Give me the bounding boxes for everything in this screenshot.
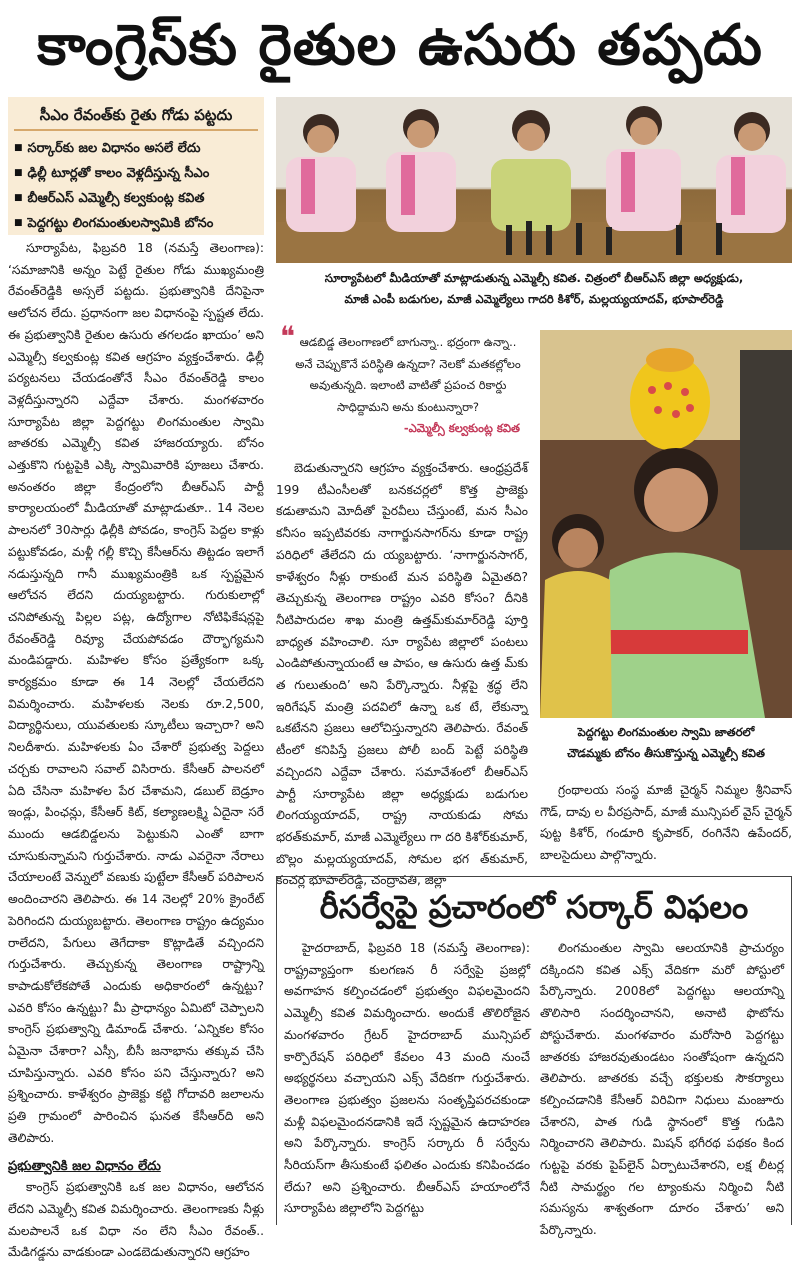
caption-line: పెద్దగట్టు లింగమంతుల స్వామి జాతరలో: [577, 725, 755, 739]
highlight-item: ■ ఢిల్లీ టూర్లతో కాలం వెళ్లదీస్తున్న సీఎం: [14, 162, 258, 187]
highlights-box: [8, 97, 264, 235]
bonam-photo: [540, 330, 792, 718]
press-meet-photo: [276, 97, 792, 263]
article-column-3: [540, 780, 792, 872]
caption-line: చౌడమ్మకు బోనం తీసుకొస్తున్న ఎమ్మెల్సీ కవిత: [567, 746, 765, 760]
pull-quote: [280, 320, 526, 446]
press-meet-illustration: [276, 97, 792, 263]
second-article-headline: రీసర్వేపై ప్రచారంలో సర్కార్ విఫలం: [319, 888, 749, 926]
caption-line: మాజీ ఎంపీ బడుగుల, మాజీ ఎమ్మెల్యేలు గాదరి కిశోర్, మల్లయ్యయాదవ్, భూపాల్‌రెడ్డి: [344, 292, 724, 306]
second-article-column-1: [284, 938, 530, 1225]
highlight-item: ■ పెద్దగట్టు లింగమంతులస్వామికి బోనం: [14, 212, 258, 237]
article-subhead: ప్రభుత్వానికి జల విధానం లేదు: [8, 1158, 161, 1174]
article-column-2: [276, 458, 528, 888]
article-paragraph: గ్రంథాలయ సంస్థ మాజీ చైర్మన్ నిమ్మల శ్రీనివాస్ గౌడ్, దావు ల వీరప్రసాద్, మాజీ మున్సిపల్ వైస్ చైర్మన్ పుట్ట కిశోర్, గండూరి కృపాకర్, రంగినేని ఉపేందర్, బాలసైదులు పాల్గొన్నారు.: [540, 783, 792, 863]
second-article-column-2: [540, 938, 784, 1238]
article-paragraph: హైదరాబాద్, ఫిబ్రవరి 18 (నమస్తే తెలంగాణ): రాష్ట్రవ్యాప్తంగా కులగణన రీ సర్వేపై ప్రజల్లో అవగాహన కల్పించడంలో ప్రభుత్వం విఫలమైందని ఎమ్మెల్సీ కవిత విమర్శించారు. అందుకే తొలిరోజైన మంగళవారం గ్రేటర్ హైదరాబాద్ మున్సిపల్ కార్పొరేషన్ పరిధిలో కేవలం 43 మంది నుంచే అభ్యర్థనలు వచ్చాయని ఎక్స్ వేదికగా గుర్తుచేశారు. తెలంగాణ ప్రభుత్వం ప్రజలను సంతృప్తిపరచకుండా మళ్లీ విఫలమైందనడానికి ఇదే స్పష్టమైన ఉదాహరణ అని పేర్కొన్నారు. కాంగ్రెస్ సర్కారు రీ సర్వేను సీరియస్‌గా తీసుకుంటే ఫలితం ఎందుకు కనిపించడం లేదు? అని ప్రశ్నించారు. బీఆర్‌ఎస్ హయాంలోనే సూర్యాపేట జిల్లాలోని పెద్దగట్టు: [284, 941, 530, 1216]
quote-author: -ఎమ్మెల్సీ కల్వకుంట్ల కవిత: [403, 421, 520, 435]
article-paragraph: కాంగ్రెస్ ప్రభుత్వానికి ఒక జల విధానం, ఆలోచన లేదని ఎమ్మెల్సీ కవిత విమర్శించారు. తెలంగాణకు నీళ్లు మలపాలనే ఒక విధా నం లేని సీఎం రేవంత్.. మేడిగడ్డను వాడకుండా ఎండబెడుతున్నారని ఆగ్రహం: [8, 1180, 264, 1260]
bonam-caption: [540, 722, 792, 766]
article-paragraph: బెడుతున్నారని ఆగ్రహం వ్యక్తంచేశారు. ఆంధ్రప్రదేశ్ 199 టీఎంసీలతో బనకచర్లలో కొత్త ప్రాజెక్టు కడుతామని మోదీతో పైరవీలు చేస్తుంటే, మన సీఎం కనీసం ఇప్పటివరకు నాగార్జునసాగర్‌ను కూడా రాష్ట్ర పరిధిలో తేలేదని దు య్యబట్టారు. ‘నాగార్జునసాగర్, కాళేశ్వరం నీళ్లు రాకుంటే మన పరిస్థితి ఏమైతది? తెచ్చుకున్న తెలంగాణ రాష్ట్రం ఎవరి కోసం? దీనికి నీటిపారుదల శాఖ మంత్రి ఉత్తమ్‌కుమార్‌రెడ్డి పూర్తి బాధ్యత వహించాలి. సూ ర్యాపేట జిల్లాలో పంటలు ఎండిపోతున్నాయంటే ఆ పాపం, ఆ ఉసురు ఉత్త మ్‌కు త గులుతుంది’ అని పేర్కొన్నారు. నీళ్లపై శ్రద్ధ లేని ఇరిగేషన్ మంత్రి పదవిలో ఉన్నా ఒక టే, లేకున్నా ఒకటేనని ప్రజలు ఆలోచిస్తున్నారని తెలిపారు. రేవంత్ టీంలో కనిపిస్తే ప్రజలు పోలీ బంద్ పెట్టే పరిస్థితి వచ్చిందని ఎద్దేవా చేశారు. సమావేశంలో బీఆర్‌ఎస్ పార్టీ సూర్యాపేట జిల్లా అధ్యక్షుడు బడుగుల లింగయ్యయాదవ్, రాష్ట్ర నాయకుడు సోమ భరత్‌కుమార్, మాజీ ఎమ్మెల్యేలు గా దరి కిశోర్‌కుమార్, బొల్లం మల్లయ్యయాదవ్, సోమల భగ త్‌కుమార్, కంచర్ల భూపాల్‌రెడ్డి, చంద్రావతి, జిల్లా: [276, 461, 528, 888]
press-meet-caption: [276, 268, 792, 312]
article-paragraph: సూర్యాపేట, ఫిబ్రవరి 18 (నమస్తే తెలంగాణ): ‘సమాజానికి అన్నం పెట్టే రైతుల గోడు ముఖ్యమంత్రి రేవంత్‌రెడ్డికి అస్సలే పట్టదు. ప్రభుత్వానికి దేనిపైనా ఆలోచన లేదు. ప్రధానంగా జల విధానంపై స్పష్టత లేదు. ఈ ప్రభుత్వానికి రైతుల ఉసురు తగలడం ఖాయం’ అని ఎమ్మెల్సీ కల్వకుంట్ల కవిత ఆగ్రహం వ్యక్తంచేశారు. ఢిల్లీ పర్యటనలు చేయడంతోనే సీఎం రేవంత్‌రెడ్డి కాలం వెళ్లదీస్తున్నారని ఎద్దేవా చేశారు. మంగళవారం సూర్యాపేట జిల్లా పెద్దగట్టు లింగమంతుల స్వామి జాతరకు ఎమ్మెల్సీ కవిత హాజరయ్యారు. బోనం ఎత్తుకొని గుట్టపైకి ఎక్కి స్వామివారికి పూజలు చేశారు. అనంతరం జిల్లా కేంద్రంలోని బీఆర్‌ఎస్ పార్టీ కార్యాలయంలో మీడియాతో మాట్లాడుతూ.. 14 నెలల పాలనలో 30సార్లు ఢిల్లీకి పోవడం, కాంగ్రెస్ పెద్దల కాళ్లు పట్టుకోవడం, మళ్లీ గల్లీ కొచ్చి కేసీఆర్‌ను తిట్టడం ఇలాగే నడుస్తున్నది గానీ ముఖ్యమంత్రికి ఒక స్పష్టమైన ఆలోచన లేదని దుయ్యబట్టారు. గురుకులాల్లో చనిపోతున్న పిల్లల పట్ల, ఉద్యోగాల నోటిఫికేషన్లపై రేవంత్‌రెడ్డి రివ్యూ చేయపోవడం దౌర్భాగ్యమని మండిపడ్డారు. మహిళల కోసం ప్రత్యేకంగా ఒక్క కార్యక్రమం కూడా ఈ 14 నెలల్లో చేయలేదని విమర్శించారు. మహిళలకు నెలకు రూ.2,500, విద్యార్థినులు, యువతులకు స్కూటీలు ఇచ్చారా? అని నిలదీశారు. మహిళలకు ఏం చేశారో ప్రభుత్వ పెద్దలు చర్చకు రావాలని సవాల్ విసిరారు. కేసీఆర్ పాలనలో ఏది చేసినా మహిళల పేర చేశామని, డబుల్ బెడ్రూం ఇండ్లు, పింఛన్లు, కేసీఆర్ కిట్, కల్యాణలక్ష్మి ఏదైనా సరే ముందు ఆడబిడ్డలను పెట్టుకుని ఎంతో బాగా చూసుకున్నామని గుర్తుచేశారు. నాడు ఎవరైనా నేరాలు చేయాలంటే వెన్నులో వణుకు పుట్టేలా కేసీఆర్ పరిపాలన అందించారని తెలిపారు. ఈ 14 నెలల్లో 20% క్రైంరేట్ పెరిగిందని దుయ్యబట్టారు. తెలంగాణ రాష్ట్రం ఉద్యమం రాలేదని, పేగులు తెగేదాకా కొట్లాడితే వచ్చిందని గుర్తుచేశారు. తెచ్చుకున్న తెలంగాణ రాష్ట్రాన్ని కాపాడుకోలేకపోతే ఎందుకు అధికారంలో ఉన్నట్టు? ఎవరి కోసం ఉన్నట్టు? మీ ప్రాధాన్యం ఏమిటో చెప్పాలని కాంగ్రెస్ ప్రభుత్వాన్ని డిమాండ్ చేశారు. ‘ఎన్నికల కోసం ఏమైనా చేశారా? ఎస్సీ, బీసీ జనాభాను తక్కువ చేసి చూపిస్తున్నారు. ఎవరి కోసం పని చేస్తున్నారు? అని ప్రశ్నించారు. కాళేశ్వరం ప్రాజెక్టు కట్టి గోదావరి జలాలను ప్రతి గ్రామంలో పారించిన ఘనత కేసీఆర్‌ది అని తెలిపారు.: [8, 241, 264, 1145]
quote-mark-icon: ❝: [280, 320, 296, 353]
highlight-item: ■ సర్కార్‌కు జల విధానం అసలే లేదు: [14, 137, 258, 162]
highlights-title: సీఎం రేవంత్‌కు రైతు గోడు పట్టదు: [14, 105, 258, 131]
quote-text: ఆడబిడ్డ తెలంగాణలో బాగున్నా.. భద్రంగా ఉన్నా.. అనే చెప్పుకొనే పరిస్థితి ఉన్నదా? నెలకో మతకల్లోలం అవుతున్నది. ఇలాంటి వాటితో ప్రపంచ రికార్డు సాధిద్దామని అను కుంటున్నారా?: [295, 335, 521, 414]
highlight-item: ■ బీఆర్‌ఎస్ ఎమ్మెల్సీ కల్వకుంట్ల కవిత: [14, 187, 258, 212]
bonam-illustration: [540, 330, 792, 718]
main-headline: కాంగ్రెస్‌కు రైతుల ఉసురు తప్పదు: [37, 13, 763, 78]
caption-line: సూర్యాపేటలో మీడియాతో మాట్లాడుతున్న ఎమ్మెల్సీ కవిత. చిత్రంలో బీఆర్‌ఎస్ జిల్లా అధ్యక్షుడు,: [324, 271, 744, 285]
article-column-1: [8, 238, 264, 1260]
article-paragraph: లింగమంతుల స్వామి ఆలయానికి ప్రాచుర్యం దక్కిందని కవిత ఎక్స్ వేదికగా మరో పోస్టులో పేర్కొన్నారు. 2008లో పెద్దగట్టు ఆలయాన్ని తొలిసారి సందర్శించానని, అనాటి ఫొటోను పోస్టుచేశారు. మంగళవారం మరోసారి పెద్దగట్టు జాతరకు హాజరవుతుండటం సంతోషంగా ఉన్నదని తెలిపారు. జాతరకు వచ్చే భక్తులకు సౌకర్యాలు కల్పించడానికి కేసీఆర్ విరివిగా నిధులు మంజూరు చేశారని, పాత గుడి స్థానంలో కొత్త గుడిని నిర్మించారని తెలిపారు. మిషన్ భగీరథ పథకం కింద గుట్టపై వరకు పైప్‌లైన్ ఏర్పాటుచేశారని, లక్ష లీటర్ల నీటి సామర్థ్యం గల ట్యాంకును నిర్మించి నీటి సమస్యను శాశ్వతంగా దూరం చేశారు’ అని పేర్కొన్నారు.: [540, 941, 784, 1238]
